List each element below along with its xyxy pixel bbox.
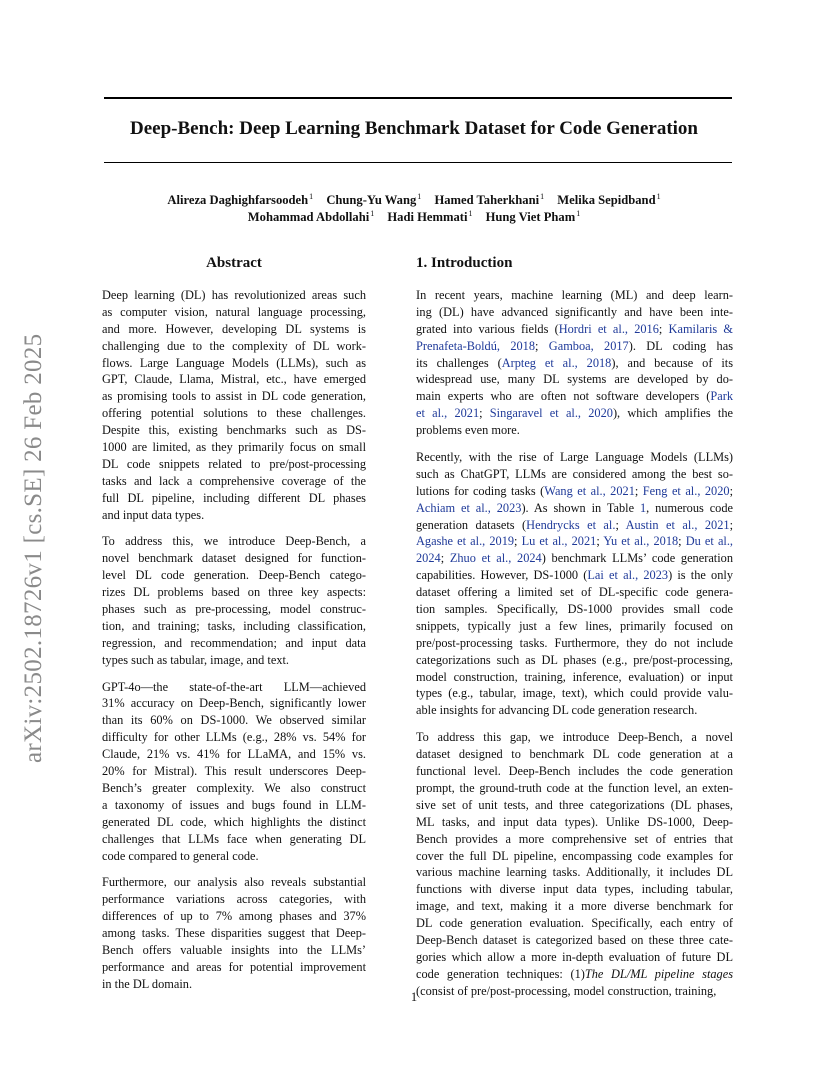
text-line: 2024; Zhuo et al., 2024) benchmark LLMs’ code generation: [416, 551, 733, 566]
citation-link[interactable]: Yu et al., 2018: [603, 534, 679, 549]
text-line: main experts who are often not software developers (Park: [416, 389, 733, 404]
text-line: rizes DL problems based on three key aspects:: [102, 585, 366, 600]
text-line: dataset offering a limited set of DL-specific code genera-: [416, 585, 733, 600]
text-line: 31% accuracy on Deep-Bench, significantly lower: [102, 696, 366, 711]
text-line: lutions for coding tasks (Wang et al., 2021; Feng et al., 2020;: [416, 483, 733, 498]
citation-link[interactable]: Feng et al., 2020: [642, 483, 730, 498]
citation-link[interactable]: Kamilaris &: [668, 321, 734, 336]
text-line: ing (DL) have advanced significantly and have been inte-: [416, 304, 733, 319]
text-line: Bench offers valuable insights into the LLMs’: [102, 942, 366, 957]
author: Mohammad Abdollahi$^1$: [247, 209, 375, 224]
text-line: dataset designed to benchmark DL code generation at a: [416, 747, 733, 762]
abstract-column: [102, 250, 366, 1003]
text-line: and more. However, developing DL systems is: [102, 321, 366, 336]
text-line: GPT-4o—the state-of-the-art LLM—achieved: [102, 679, 366, 694]
author: Hamed Taherkhani$^1$: [434, 192, 545, 207]
text-line: difficulty for other LLMs (e.g., 28% vs. 54% for: [102, 730, 366, 745]
text-line: level DL code generation. Deep-Bench catego-: [102, 568, 366, 583]
text-line: Achiam et al., 2023). As shown in Table 1, numerous code: [416, 500, 734, 515]
citation-link[interactable]: Achiam et al., 2023: [416, 500, 522, 515]
introduction-column: [416, 250, 733, 1010]
page-number: 1: [410, 990, 418, 1004]
citation-link[interactable]: Hordri et al., 2016: [558, 321, 659, 336]
text-line: various machine learning tasks. Additionally, it includes DL: [416, 865, 733, 880]
introduction-paragraph: [416, 449, 733, 719]
abstract-paragraph: [102, 679, 366, 865]
text-line: offering potential solutions to these challenges.: [102, 406, 366, 421]
text-line: grated into various fields (Hordri et al., 2016; Kamilaris &: [416, 321, 734, 336]
text-line: generated DL code, which highlights the distinct: [102, 814, 366, 829]
text-line: Agashe et al., 2019; Lu et al., 2021; Yu et al., 2018; Du et al.,: [416, 534, 734, 549]
text-line: 1000 are limited, as they primarily focus on small: [102, 440, 366, 455]
author: Melika Sepidband$^1$: [557, 192, 661, 207]
author-list-line-1: [0, 192, 828, 208]
text-line: capabilities. However, DS-1000 (Lai et al., 2023) is the only: [416, 568, 733, 583]
citation-link[interactable]: Zhuo et al., 2024: [449, 551, 542, 566]
text-line: GPT, Claude, Llama, Mistral, etc., have emerged: [102, 372, 366, 387]
text-line: widespread use, many DL systems are developed by do-: [416, 372, 733, 387]
arxiv-identifier-stamp: arXiv:2502.18726v1 [cs.SE] 26 Feb 2025: [20, 333, 47, 763]
text-line: differences of up to 7% among phases and 37%: [102, 909, 366, 924]
text-line: cover the full DL pipeline, encompassing code examples for: [416, 848, 733, 863]
citation-link[interactable]: Lai et al., 2023: [587, 568, 669, 583]
abstract-paragraph: [102, 533, 366, 668]
author: Hadi Hemmati$^1$: [387, 209, 473, 224]
text-line: (consist of pre/post-processing, model construction, training,: [416, 983, 717, 998]
text-line: code generation techniques: (1)The DL/ML pipeline stages: [416, 966, 734, 981]
title-rule-top: [104, 97, 732, 99]
text-line: Furthermore, our analysis also reveals substantial: [102, 875, 366, 890]
text-line: functions with diverse input data types, including tabular,: [416, 882, 733, 897]
citation-link[interactable]: et al., 2021: [416, 406, 480, 421]
introduction-paragraph: [416, 729, 733, 999]
text-line: generation datasets (Hendrycks et al.; Austin et al., 2021;: [416, 517, 733, 532]
author: Hung Viet Pham$^1$: [485, 209, 581, 224]
citation-link[interactable]: 2024: [416, 551, 441, 566]
text-line: as computer vision, natural language processing,: [102, 304, 366, 319]
author-list-line-2: [0, 209, 828, 225]
author: Chung-Yu Wang$^1$: [326, 192, 422, 207]
text-line: To address this gap, we introduce Deep-Bench, a novel: [416, 730, 733, 745]
citation-link[interactable]: Gamboa, 2017: [548, 338, 629, 353]
text-line: Despite this, existing benchmarks such as DS-: [102, 423, 366, 438]
text-line: performance variations across categories, with: [102, 892, 366, 907]
text-line: functional level. Deep-Bench includes the code generation: [416, 764, 733, 779]
text-line: full DL pipeline, including different DL phases: [102, 490, 366, 505]
citation-link[interactable]: Lu et al., 2021: [521, 534, 597, 549]
text-line: novel benchmark dataset designed for function-: [102, 551, 366, 566]
text-line: challenges that LLMs face when generating DL: [102, 831, 366, 846]
citation-link[interactable]: Hendrycks et al.: [526, 517, 616, 532]
text-line: code compared to general code.: [102, 848, 259, 863]
text-line: regression, and recommendation; and input data: [102, 635, 366, 650]
citation-link[interactable]: Agashe et al., 2019: [416, 534, 515, 549]
text-line: its challenges (Arpteg et al., 2018), and because of its: [416, 355, 734, 370]
text-line: Recently, with the rise of Large Language Models (LLMs): [416, 450, 733, 465]
text-line: performance and areas for potential improvement: [102, 959, 366, 974]
citation-link[interactable]: Austin et al., 2021: [625, 517, 730, 532]
text-line: In recent years, machine learning (ML) and deep learn-: [416, 288, 733, 302]
abstract-paragraph: [102, 874, 366, 992]
abstract-paragraph: [102, 287, 366, 523]
text-line: types such as tabular, image, and text.: [102, 652, 290, 667]
emphasized-text: The DL/ML pipeline stages: [584, 966, 734, 981]
text-line: phases such as pre-processing, model construc-: [102, 602, 366, 617]
author: Alireza Daghighfarsoodeh$^1$: [167, 192, 314, 207]
citation-link[interactable]: Wang et al., 2021: [544, 483, 635, 498]
text-line: tasks and lack a comprehensive coverage of the: [102, 473, 366, 488]
citation-link[interactable]: Singaravel et al., 2020: [489, 406, 613, 421]
text-line: tion, and training; tasks, including classification,: [102, 618, 366, 633]
text-line: Bench provides a more comprehensive set of entries that: [416, 831, 733, 846]
text-line: 20% for Mistral). This result underscores Deep-: [102, 764, 366, 779]
text-line: pre/post-processing tasks. Furthermore, they do not include: [416, 635, 733, 650]
text-line: a taxonomy of issues and bugs found in LLM-: [102, 797, 366, 812]
text-line: et al., 2021; Singaravel et al., 2020), which amplifies the: [416, 406, 733, 421]
text-line: than its 60% on DS-1000. We observed similar: [102, 713, 366, 728]
text-line: problems even more.: [416, 423, 520, 438]
text-line: DL code snippets related to pre/post-processing: [102, 456, 366, 471]
text-line: sive set of unit tests, and three categorizations (DL phases,: [416, 797, 733, 812]
text-line: Deep learning (DL) has revolutionized areas such: [102, 288, 366, 302]
citation-link[interactable]: Prenafeta-Boldú, 2018: [416, 338, 536, 353]
text-line: snippets, typically just a few lines, primarily focused on: [416, 618, 733, 633]
text-line: gories which allow a more in-depth evaluation of future DL: [416, 949, 733, 964]
text-line: Claude, 21% vs. 41% for LLaMA, and 15% vs.: [102, 747, 366, 762]
text-line: Bench’s greater complexity. We also construct: [102, 780, 366, 795]
text-line: image, and text, making it a more diverse benchmark for: [416, 899, 733, 914]
text-line: Deep-Bench dataset is categorized based on these three cate-: [416, 932, 733, 947]
title-rule-bottom: [104, 162, 732, 163]
text-line: categorizations such as DL phases (e.g., pre/post-processing,: [416, 652, 733, 667]
text-line: Prenafeta-Boldú, 2018; Gamboa, 2017). DL coding has: [416, 338, 733, 353]
text-line: model construction, training, inference, evaluation) or input: [416, 669, 733, 684]
text-line: able insights for advancing DL code generation research.: [416, 703, 698, 718]
introduction-paragraph: [416, 287, 733, 439]
text-line: among tasks. These disparities suggest that Deep-: [102, 926, 366, 941]
citation-link[interactable]: Park: [710, 389, 733, 404]
introduction-heading: 1. Introduction: [416, 255, 513, 271]
text-line: such as ChatGPT, LLMs are considered among the best so-: [416, 466, 733, 481]
citation-link[interactable]: 1: [639, 500, 647, 515]
text-line: tion samples. Specifically, DS-1000 provides small code: [416, 602, 733, 617]
citation-link[interactable]: Du et al.,: [685, 534, 734, 549]
citation-link[interactable]: Arpteg et al., 2018: [501, 355, 612, 370]
text-line: DL code generation evaluation. Specifically, each entry of: [416, 916, 733, 931]
abstract-heading: Abstract: [206, 255, 262, 271]
text-line: challenging due to the complexity of DL work-: [102, 338, 366, 353]
paper-title: Deep-Bench: Deep Learning Benchmark Dataset for Code Generation: [130, 118, 698, 139]
text-line: in the DL domain.: [102, 976, 193, 991]
text-line: To address this, we introduce Deep-Bench, a: [102, 534, 366, 549]
text-line: flows. Large Language Models (LLMs), such as: [102, 355, 366, 370]
text-line: types (e.g., tabular, image, text), which could provide valu-: [416, 686, 733, 701]
text-line: prompt, the ground-truth code at the function level, an exten-: [416, 780, 733, 795]
text-line: ML tasks, and input data types). Unlike DS-1000, Deep-: [416, 814, 733, 829]
text-line: and input data types.: [102, 507, 205, 522]
text-line: as promising tools to assist in DL code generation,: [102, 389, 366, 404]
